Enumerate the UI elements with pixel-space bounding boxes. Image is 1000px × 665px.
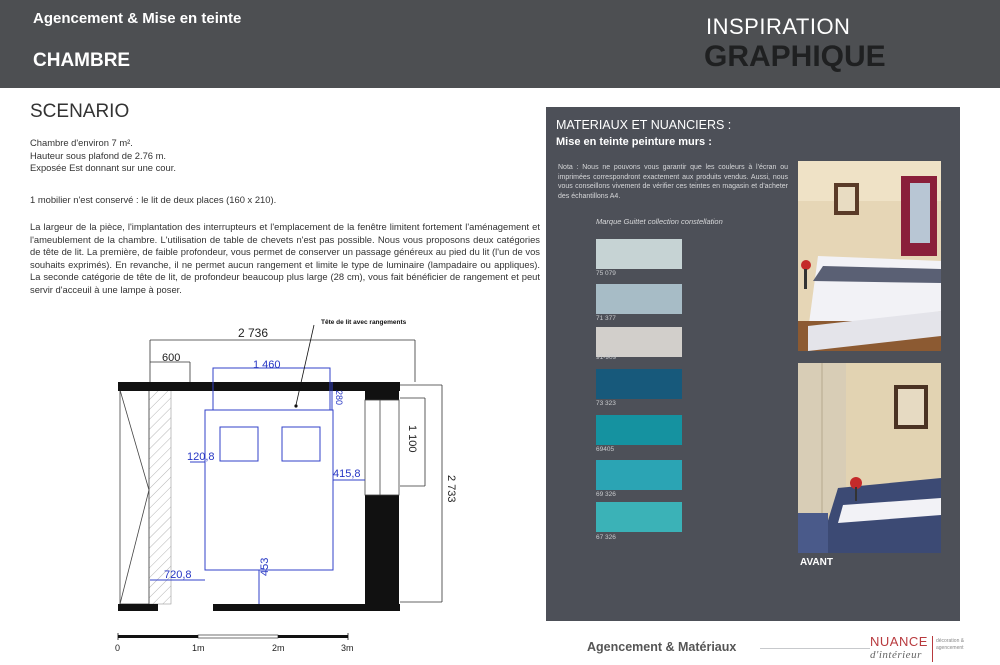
dim-bottom-width: 720,8 [164,569,192,581]
dim-foot-passage: 453 [259,557,271,576]
swatch-5 [596,460,682,490]
dim-total-height: 2 733 [445,475,457,503]
dim-left-clear: 120,8 [187,451,215,463]
dim-window: 1 100 [406,425,418,453]
floor-plan [100,310,510,660]
dim-closet: 600 [162,352,181,364]
footer-divider [760,648,870,649]
scenario-description: La largeur de la pièce, l'implantation des interrupteurs et l'emplacement de la fenêtre limitent fortement l'aménagement et l'ameublement de la chambre. L'utilisation de table de chevets n'est pas possible. Nous vous proposons deux catégories de tête de lit. La première, de faible profondeur, vous permet de conserver un passage généreux au pied du lit (l'un de vos souhaits exprimés). En revanche, il ne permet aucun rangement et limite le type de luminaire (lampadaire ou appliques). La seconde catégorie de tête de lit, de profondeur beaucoup plus large (28 cm), vous fait bénéficier de rangement et peut servir d'acceuil à une lampe à poser. [30,221,540,295]
brand-name: NUANCE [870,634,928,649]
dim-headboard: 1 460 [253,359,281,371]
scale-2m: 2m [272,643,285,653]
swatch-code: 91-909 [596,354,617,361]
header-subtitle: Agencement & Mise en teinte [33,10,242,27]
swatch-code: 69405 [596,446,615,453]
headboard-annotation: Tête de lit avec rangements [321,319,407,326]
fact-area: Chambre d'environ 7 m². [30,137,133,148]
scenario-title: SCENARIO [30,101,130,122]
scale-bar [115,633,354,653]
swatch-code: 75 079 [596,270,616,277]
swatch-0 [596,239,682,269]
header-banner [0,0,1000,88]
swatch-code: 71 377 [596,315,616,322]
brand-logo [870,634,990,664]
swatch-6 [596,502,682,532]
bedroom-photo-before [798,363,941,553]
scale-0: 0 [115,643,121,653]
fact-height: Hauteur sous plafond de 2.76 m. [30,149,167,161]
inspiration-label: INSPIRATION [706,14,851,39]
furniture-kept: 1 mobilier n'est conservé : le lit de deux places (160 x 210). [30,194,277,205]
dim-headboard-depth: 280 [334,390,344,406]
swatch-1 [596,284,682,314]
bedroom-photo-window [798,161,941,351]
brand-small-text: décoration & agencement [936,638,965,651]
paint-brand: Marque Guittet collection constellation [596,217,723,226]
materials-title: MATERIAUX ET NUANCIERS : [556,118,732,132]
materials-panel [546,107,960,621]
scale-1m: 1m [192,643,205,653]
before-label: AVANT [800,557,833,568]
swatch-code: 73 323 [596,400,616,407]
dim-total-width: 2 736 [238,326,269,340]
room-title: CHAMBRE [33,50,131,71]
swatch-2 [596,327,682,357]
swatch-3 [596,369,682,399]
swatch-code: 67 326 [596,534,616,541]
footer-title: Agencement & Matériaux [587,640,737,654]
dim-right-clear: 415,8 [333,468,361,480]
brand-separator [932,636,933,662]
swatch-4 [596,415,682,445]
brand-tagline: d'intérieur [870,649,922,661]
scale-3m: 3m [341,643,354,653]
paint-subtitle: Mise en teinte peinture murs : [556,136,712,148]
color-disclaimer: Nota : Nous ne pouvons vous garantir que les couleurs à l'écran ou imprimées correspondront exactement aux produits vendus. Aussi, nous vous conseillons vivement de vérifier ces teintes en magasin et d'acheter des échantillons A4. [558,164,788,200]
graphique-label: GRAPHIQUE [704,40,886,73]
swatch-code: 69 326 [596,491,616,498]
room-facts [30,137,540,175]
fact-exposure: Exposée Est donnant sur une cour. [30,162,176,174]
